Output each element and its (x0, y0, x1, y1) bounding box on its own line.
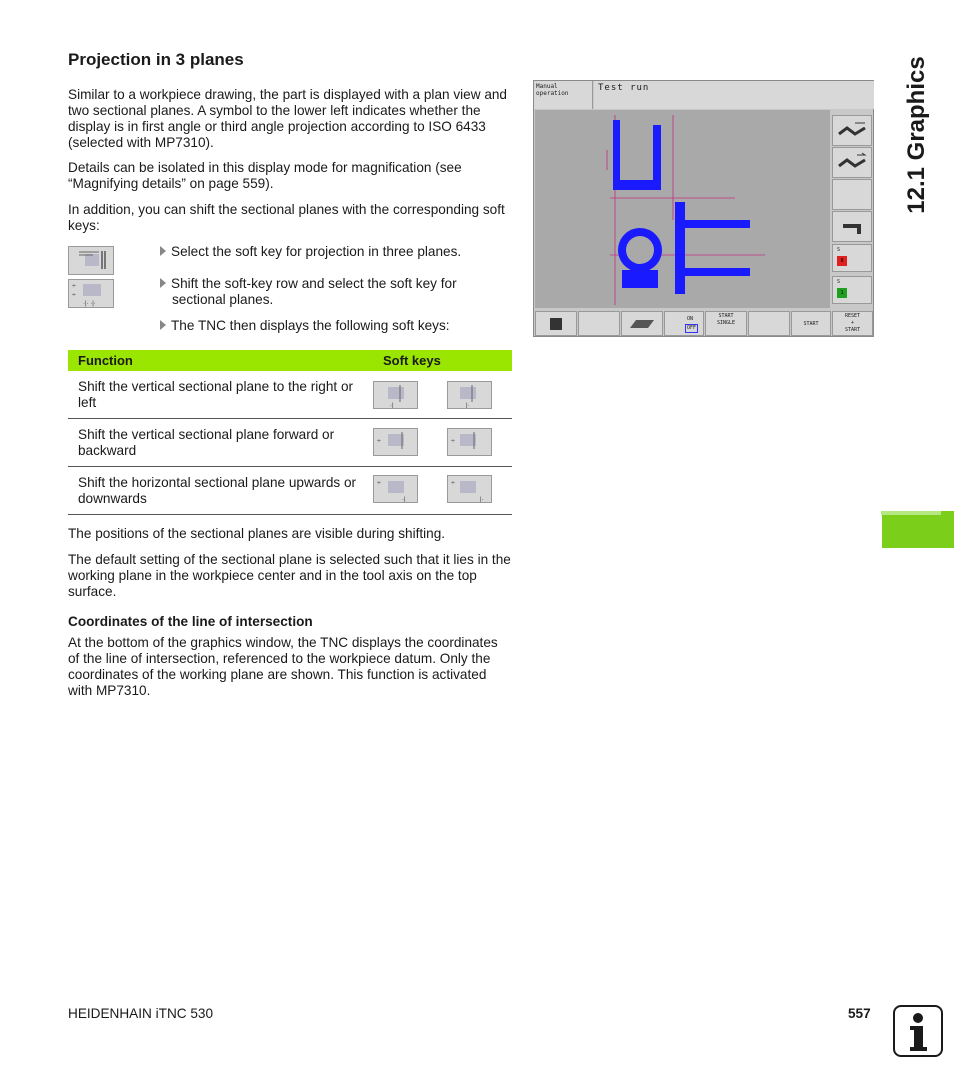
svg-text:÷: ÷ (72, 283, 76, 290)
coordinates-paragraph: At the bottom of the graphics window, the TNC displays the coordinates of the line of intersection, referenced to the workpiece datum. Only the coordinates of the working plane are shown. This function is activated with MP7310. (68, 635, 498, 698)
svg-text:|·: |· (466, 403, 470, 408)
step-2: Shift the soft-key row and select the soft key for sectional planes. (160, 276, 510, 308)
side-softkey-2[interactable] (832, 147, 872, 178)
sectional-planes-icon (69, 280, 113, 307)
side-softkey-coolant[interactable] (832, 211, 872, 242)
details-paragraph: Details can be isolated in this display mode for magnification (see “Magnifying details” on page 559). (68, 160, 462, 191)
bottom-softkey-2[interactable] (578, 311, 620, 336)
shift-vertical-right-softkey[interactable] (447, 381, 492, 409)
intro-paragraph: Similar to a workpiece drawing, the part is displayed with a plan view and two sectional planes. A symbol to the lower left indicates whether the display is in first angle or third angle projection according to ISO 6433 (selected with MP7310). (68, 87, 507, 150)
side-softkey-3[interactable] (832, 179, 872, 210)
function-softkey-table (68, 350, 512, 515)
graphics-window (535, 110, 830, 308)
column-header-softkeys: Soft keys (373, 350, 512, 371)
bottom-softkey-on-off[interactable]: ON OFF (664, 311, 704, 336)
chapter-side-title: 12.1 Graphics (903, 56, 930, 214)
bottom-softkey-3[interactable] (621, 311, 663, 336)
shift-horizontal-up-softkey[interactable] (373, 475, 418, 503)
shift-vertical-left-softkey[interactable] (373, 381, 418, 409)
bottom-softkey-start[interactable]: START (791, 311, 831, 336)
svg-text:÷: ÷ (377, 480, 381, 487)
shift-horizontal-down-softkey[interactable] (447, 475, 492, 503)
table-row: Shift the horizontal sectional plane upwards or downwards (68, 467, 512, 515)
positions-paragraph: The positions of the sectional planes are visible during shifting. (68, 526, 446, 541)
side-softkey-spindle-off[interactable]: S 0 (832, 244, 872, 272)
side-softkey-spindle-on[interactable]: S 1 (832, 276, 872, 304)
svg-text:|·: |· (480, 497, 484, 502)
svg-text:·|· ·|·: ·|· ·|· (83, 301, 96, 307)
svg-text:÷: ÷ (377, 438, 381, 445)
side-softkey-1[interactable] (832, 115, 872, 146)
default-setting-paragraph: The default setting of the sectional plane is selected such that it lies in the working plane in the workpiece center and in the tool axis on the top surface. (68, 552, 511, 599)
page-title: Projection in 3 planes (68, 50, 244, 69)
bottom-softkey-empty[interactable] (748, 311, 790, 336)
shift-vertical-backward-softkey[interactable] (447, 428, 492, 456)
bottom-softkey-reset-start[interactable]: RESET + START (832, 311, 873, 336)
tnc-screen (533, 80, 874, 337)
sectional-planes-softkey[interactable] (68, 279, 114, 308)
table-row: Shift the vertical sectional plane to the right or left (68, 371, 512, 419)
svg-text:·|: ·| (402, 497, 406, 502)
screen-mode-manual: Manual operation (534, 81, 593, 109)
arrow-right-icon (160, 278, 166, 288)
bottom-softkey-start-single[interactable]: START SINGLE (705, 311, 747, 336)
page-number: 557 (848, 1006, 871, 1021)
info-icon (893, 1005, 943, 1057)
column-header-function: Function (68, 350, 373, 371)
svg-text:·|: ·| (390, 403, 394, 408)
svg-text:÷: ÷ (451, 480, 455, 487)
shift-vertical-forward-softkey[interactable] (373, 428, 418, 456)
step-3: The TNC then displays the following soft keys: (160, 318, 510, 334)
part-projection-graphic (535, 110, 830, 308)
three-planes-icon (69, 247, 113, 274)
table-row: Shift the vertical sectional plane forward or backward (68, 419, 512, 467)
step-1: Select the soft key for projection in three planes. (160, 244, 510, 260)
bottom-softkey-1[interactable] (535, 311, 577, 336)
svg-text:÷: ÷ (451, 438, 455, 445)
subheading-coordinates: Coordinates of the line of intersection (68, 614, 313, 629)
screen-mode-test-run: Test run (594, 81, 874, 109)
svg-text:÷: ÷ (72, 292, 76, 299)
projection-3-planes-softkey[interactable] (68, 246, 114, 275)
arrow-right-icon (160, 320, 166, 330)
shift-paragraph: In addition, you can shift the sectional planes with the corresponding soft keys: (68, 202, 505, 233)
chapter-tab (882, 511, 954, 548)
footer-product: HEIDENHAIN iTNC 530 (68, 1006, 214, 1021)
arrow-right-icon (160, 246, 166, 256)
